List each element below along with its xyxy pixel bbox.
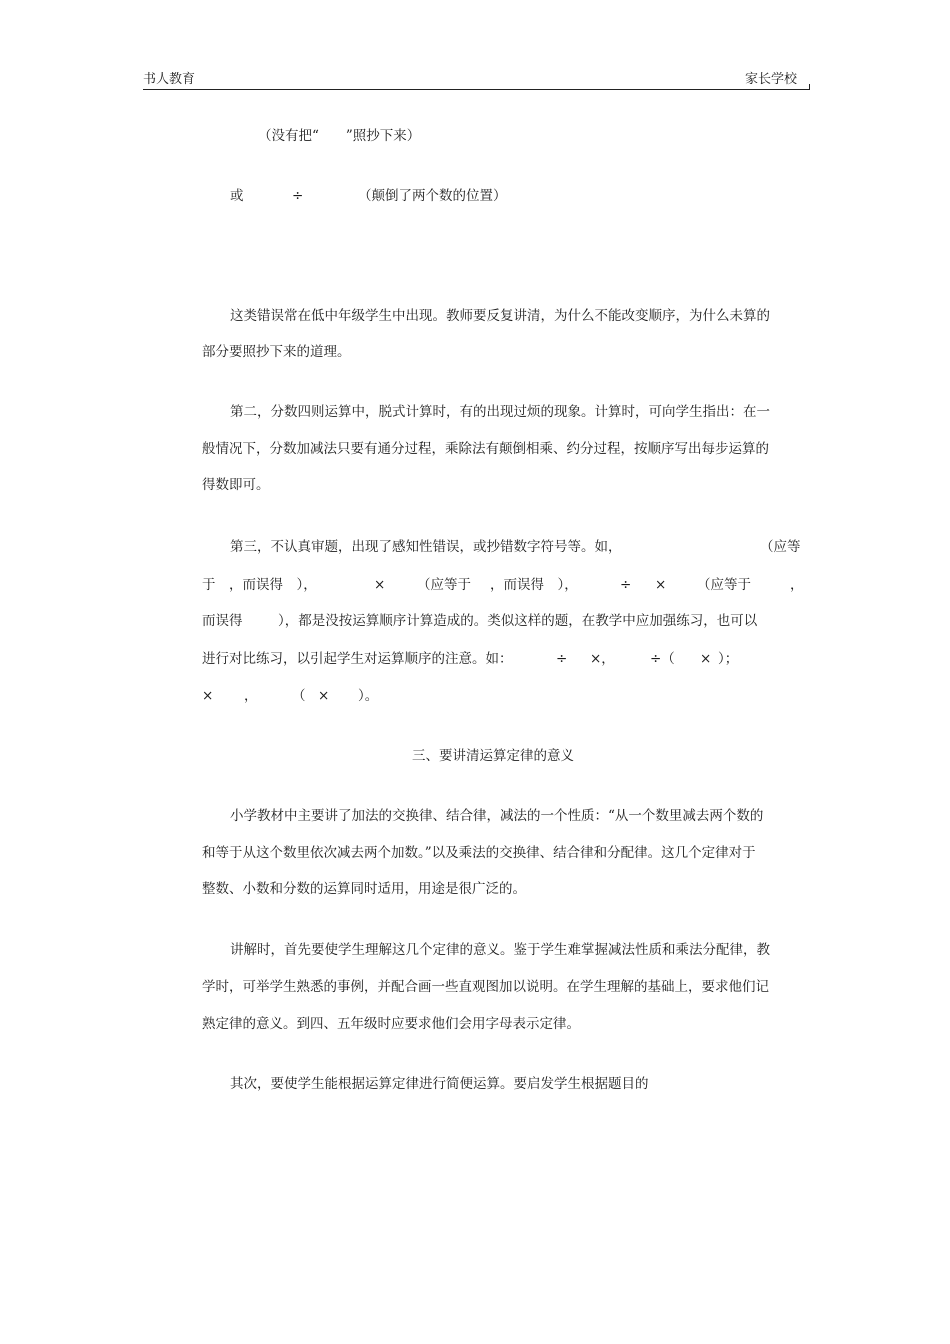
text-fragment: （应等	[760, 539, 801, 555]
paragraph-line: 这类错误常在低中年级学生中出现。教师要反复讲清，为什么不能改变顺序，为什么未算的	[230, 308, 770, 324]
text-fragment: 于 ，而误得 ），	[202, 577, 317, 593]
paragraph-line: 讲解时，首先要使学生理解这几个定律的意义。鉴于学生难掌握减法性质和乘法分配律，教	[230, 942, 770, 958]
text-line: （颠倒了两个数的位置）	[358, 188, 507, 204]
paragraph-line: 整数、小数和分数的运算同时适用，用途是很广泛的。	[202, 881, 526, 897]
section-heading: 三、要讲清运算定律的意义	[412, 748, 574, 764]
header-rule	[143, 89, 809, 90]
paragraph-line: 得数即可。	[202, 477, 270, 493]
math-symbol: ÷	[556, 651, 568, 667]
text-fragment: （应等于	[417, 577, 471, 593]
text-fragment: ，而误得 ），	[490, 577, 578, 593]
paragraph-line: ），都是没按运算顺序计算造成的。类似这样的题，在教学中应加强练习，也可以	[278, 613, 758, 629]
math-symbol: ÷	[620, 577, 632, 593]
math-symbol: ÷（	[650, 651, 675, 667]
paragraph-line: 和等于从这个数里依次减去两个加数。”以及乘法的交换律、结合律和分配律。这几个定律对于	[202, 845, 756, 861]
paragraph-line: 学时，可举学生熟悉的事例，并配合画一些直观图加以说明。在学生理解的基础上，要求他们记	[202, 979, 769, 995]
math-symbol: ×	[700, 651, 712, 667]
paragraph-line: 熟定律的意义。到四、五年级时应要求他们会用字母表示定律。	[202, 1016, 580, 1032]
paragraph-line: 般情况下，分数加减法只要有通分过程，乘除法有颠倒相乘、约分过程，按顺序写出每步运算的	[202, 441, 769, 457]
paragraph-line: 第二，分数四则运算中，脱式计算时，有的出现过烦的现象。计算时，可向学生指出：在一	[230, 404, 770, 420]
math-symbol: ）。	[358, 688, 379, 704]
text-fragment: 而误得	[202, 613, 243, 629]
math-symbol: ×	[202, 688, 214, 704]
math-symbol: ×，	[590, 651, 615, 667]
math-symbol: ×	[374, 577, 386, 593]
text-fragment: ，	[790, 577, 804, 593]
paragraph-line: 小学教材中主要讲了加法的交换律、结合律，减法的一个性质：“从一个数里减去两个数的	[230, 808, 764, 824]
math-symbol: ）；	[718, 651, 739, 667]
paragraph-line: 部分要照抄下来的道理。	[202, 344, 351, 360]
header-rule-end	[809, 84, 810, 90]
paragraph-line: 其次，要使学生能根据运算定律进行简便运算。要启发学生根据题目的	[230, 1076, 649, 1092]
paragraph-line: 进行对比练习，以引起学生对运算顺序的注意。如：	[202, 651, 513, 667]
text-line: （没有把“ ”照抄下来）	[258, 128, 421, 144]
math-symbol: ×	[655, 577, 667, 593]
header-right: 家长学校	[745, 72, 798, 87]
math-symbol: ÷	[292, 188, 304, 204]
text-fragment: （应等于	[697, 577, 751, 593]
math-symbol: ×	[318, 688, 330, 704]
math-symbol: （	[292, 688, 306, 704]
text-line: 或	[230, 188, 244, 204]
header-left: 书人教育	[143, 72, 196, 87]
math-symbol: ，	[244, 688, 258, 704]
paragraph-line: 第三，不认真审题，出现了感知性错误，或抄错数字符号等。如，	[230, 539, 622, 555]
